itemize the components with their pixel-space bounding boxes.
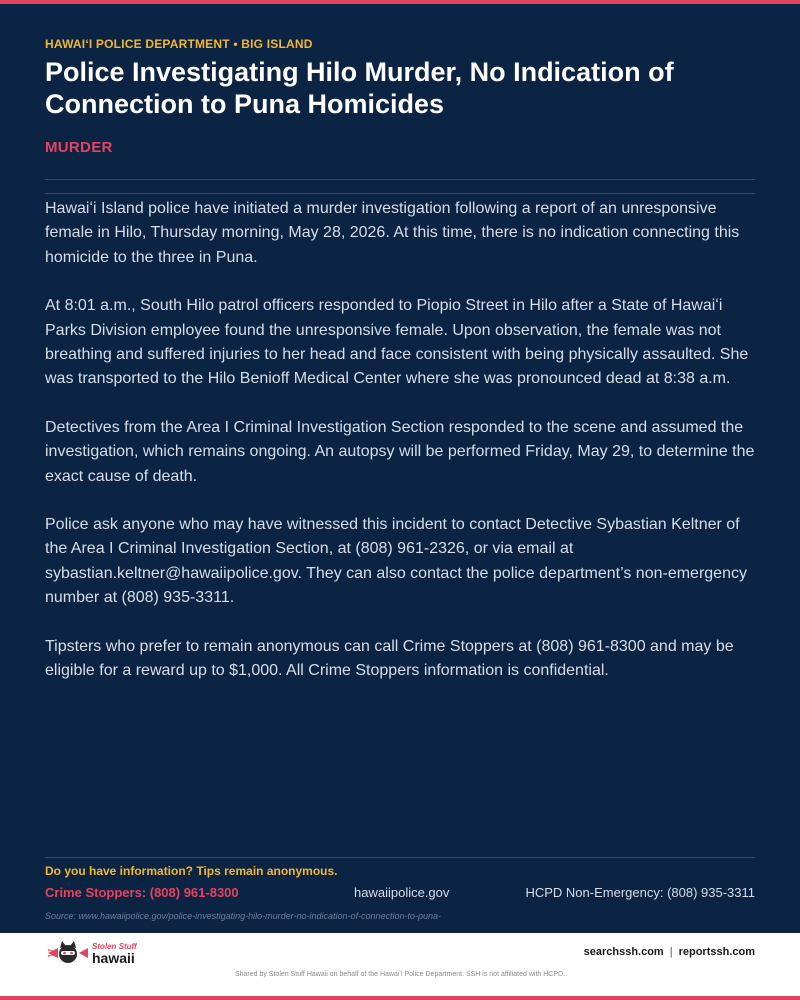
logo-wordmark	[92, 943, 137, 965]
tip-prompt: Do you have information? Tips remain anonymous.	[45, 864, 338, 878]
bottom-accent-stripe	[0, 996, 800, 1000]
paragraph: Police ask anyone who may have witnessed this incident to contact Detective Sybastian Keltner of the Area I Criminal Investigation Section, at (808) 961-2326, or via email at sybastian.keltner@hawaiipolice.gov. They can also contact the police department’s non-emergency number at (808) 935-3311.	[45, 516, 747, 607]
website-link[interactable]: hawaiipolice.gov	[354, 885, 450, 900]
footer-divider	[45, 857, 755, 858]
link-separator: |	[669, 946, 673, 958]
report-link[interactable]: reportssh.com	[678, 946, 755, 958]
headline: Police Investigating Hilo Murder, No Indication of Connection to Puna Homicides	[45, 57, 674, 119]
paragraph: Hawaiʻi Island police have initiated a murder investigation following a report of an unresponsive female in Hilo, Thursday morning, May 28, 2026. At this time, there is no indication connecting this homicide to the three in Puna.	[45, 200, 740, 266]
article-body	[45, 197, 757, 708]
divider	[45, 193, 755, 194]
disclaimer: Shared by Stolen Stuff Hawaii on behalf of the Hawaiʻi Police Department. SSH is not affiliated with HCPD.	[234, 971, 566, 978]
paragraph: Tipsters who prefer to remain anonymous can call Crime Stoppers at (808) 961-8300 and may be eligible for a reward up to $1,000. All Crime Stoppers information is confidential.	[45, 637, 734, 680]
paragraph: Detectives from the Area I Criminal Investigation Section responded to the scene and assumed the investigation, which remains ongoing. An autopsy will be performed Friday, May 29, to determine the exact cause of death.	[45, 418, 755, 485]
contact-row	[45, 885, 755, 903]
divider	[45, 179, 755, 180]
site-links	[584, 946, 755, 958]
agency-label: HAWAIʻI POLICE DEPARTMENT • BIG ISLAND	[45, 37, 313, 51]
logo-tagline: Stolen Stuff	[92, 943, 137, 951]
source-url[interactable]: Source: www.hawaiipolice.gov/police-investigating-hilo-murder-no-indication-of-connection-to-puna-	[45, 911, 442, 921]
branding-bar	[0, 933, 800, 996]
non-emergency-number: HCPD Non-Emergency: (808) 935-3311	[525, 885, 755, 900]
category-label: MURDER	[45, 139, 113, 156]
paragraph: At 8:01 a.m., South Hilo patrol officers responded to Piopio Street in Hilo after a State of Hawaiʻi Parks Division employee found the unresponsive female. Upon observation, the female was not breathing and suffered injuries to her head and face consistent with being physically assaulted. She was transported to the Hilo Benioff Medical Center where she was pronounced dead at 8:38 a.m.	[45, 297, 749, 388]
logo-name: hawaii	[92, 950, 135, 965]
press-release-card	[0, 4, 800, 933]
search-link[interactable]: searchssh.com	[583, 946, 664, 958]
crime-stoppers-number: Crime Stoppers: (808) 961-8300	[45, 885, 239, 900]
